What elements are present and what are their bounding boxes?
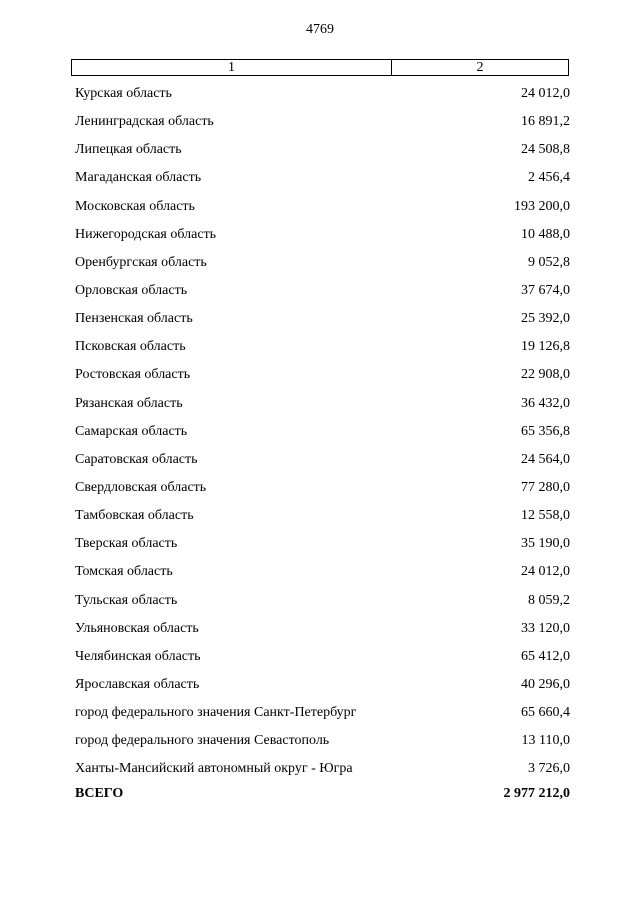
region-name: Нижегородская область <box>75 226 217 242</box>
table-row <box>75 418 570 446</box>
region-value: 24 012,0 <box>521 564 570 580</box>
region-name: Тамбовская область <box>75 508 194 524</box>
region-name: Магаданская область <box>75 170 202 186</box>
region-name: Пензенская область <box>75 311 193 327</box>
table-row <box>75 80 570 108</box>
region-value: 77 280,0 <box>521 480 570 496</box>
region-value: 37 674,0 <box>521 283 570 299</box>
total-value: 2 977 212,0 <box>503 786 570 801</box>
region-value: 2 456,4 <box>528 170 570 186</box>
region-name: Ханты-Мансийский автономный округ - Югра <box>75 761 353 777</box>
region-value: 8 059,2 <box>528 592 570 608</box>
region-value: 19 126,8 <box>521 339 570 355</box>
region-value: 16 891,2 <box>521 114 570 130</box>
region-value: 24 012,0 <box>521 86 570 102</box>
region-value: 12 558,0 <box>521 508 570 524</box>
region-value: 65 412,0 <box>521 648 570 664</box>
region-name: Тульская область <box>75 592 178 608</box>
region-value: 24 508,8 <box>521 142 570 158</box>
region-name: Рязанская область <box>75 395 183 411</box>
table-row <box>75 277 570 305</box>
region-name: Московская область <box>75 198 195 214</box>
region-value: 3 726,0 <box>528 761 570 777</box>
region-name: Челябинская область <box>75 648 201 664</box>
region-value: 13 110,0 <box>521 733 570 749</box>
region-value: 65 660,4 <box>521 705 570 721</box>
table-row <box>75 727 570 755</box>
table-row <box>75 361 570 389</box>
table-row <box>75 671 570 699</box>
total-row <box>75 786 570 802</box>
region-value: 33 120,0 <box>521 620 570 636</box>
region-value: 65 356,8 <box>521 423 570 439</box>
table-row <box>75 164 570 192</box>
region-name: Самарская область <box>75 423 188 439</box>
table-row <box>75 474 570 502</box>
region-value: 10 488,0 <box>521 226 570 242</box>
table-row <box>75 558 570 586</box>
table-row <box>75 615 570 643</box>
region-name: Оренбургская область <box>75 254 207 270</box>
column-1-header: 1 <box>72 60 392 75</box>
table-row <box>75 755 570 783</box>
region-value: 24 564,0 <box>521 451 570 467</box>
table-row <box>75 502 570 530</box>
region-name: Свердловская область <box>75 480 207 496</box>
table-row <box>75 530 570 558</box>
table-row <box>75 249 570 277</box>
table-row <box>75 446 570 474</box>
region-value: 25 392,0 <box>521 311 570 327</box>
region-value: 9 052,8 <box>528 254 570 270</box>
table-row <box>75 699 570 727</box>
column-2-header: 2 <box>476 60 484 75</box>
table-body <box>75 80 570 784</box>
region-value: 193 200,0 <box>514 198 570 214</box>
region-name: Курская область <box>75 86 172 102</box>
region-name: Ульяновская область <box>75 620 199 636</box>
table-row <box>75 643 570 671</box>
table-row <box>75 108 570 136</box>
page-number: 4769 <box>306 22 334 37</box>
region-value: 40 296,0 <box>521 677 570 693</box>
table-row <box>75 587 570 615</box>
region-name: Псковская область <box>75 339 186 355</box>
region-name: Ярославская область <box>75 677 200 693</box>
total-label: ВСЕГО <box>75 786 124 801</box>
region-name: Саратовская область <box>75 451 198 467</box>
region-name: город федерального значения Санкт-Петербург <box>75 705 357 721</box>
region-value: 35 190,0 <box>521 536 570 552</box>
table-column-header <box>71 59 569 76</box>
table-row <box>75 221 570 249</box>
table-row <box>75 136 570 164</box>
region-name: Ростовская область <box>75 367 191 383</box>
region-name: Тверская область <box>75 536 178 552</box>
table-row <box>75 333 570 361</box>
region-name: Липецкая область <box>75 142 182 158</box>
region-value: 36 432,0 <box>521 395 570 411</box>
table-row <box>75 390 570 418</box>
region-name: Орловская область <box>75 283 188 299</box>
table-row <box>75 193 570 221</box>
region-name: Ленинградская область <box>75 114 214 130</box>
region-value: 22 908,0 <box>521 367 570 383</box>
table-row <box>75 305 570 333</box>
region-name: Томская область <box>75 564 173 580</box>
region-name: город федерального значения Севастополь <box>75 733 330 749</box>
